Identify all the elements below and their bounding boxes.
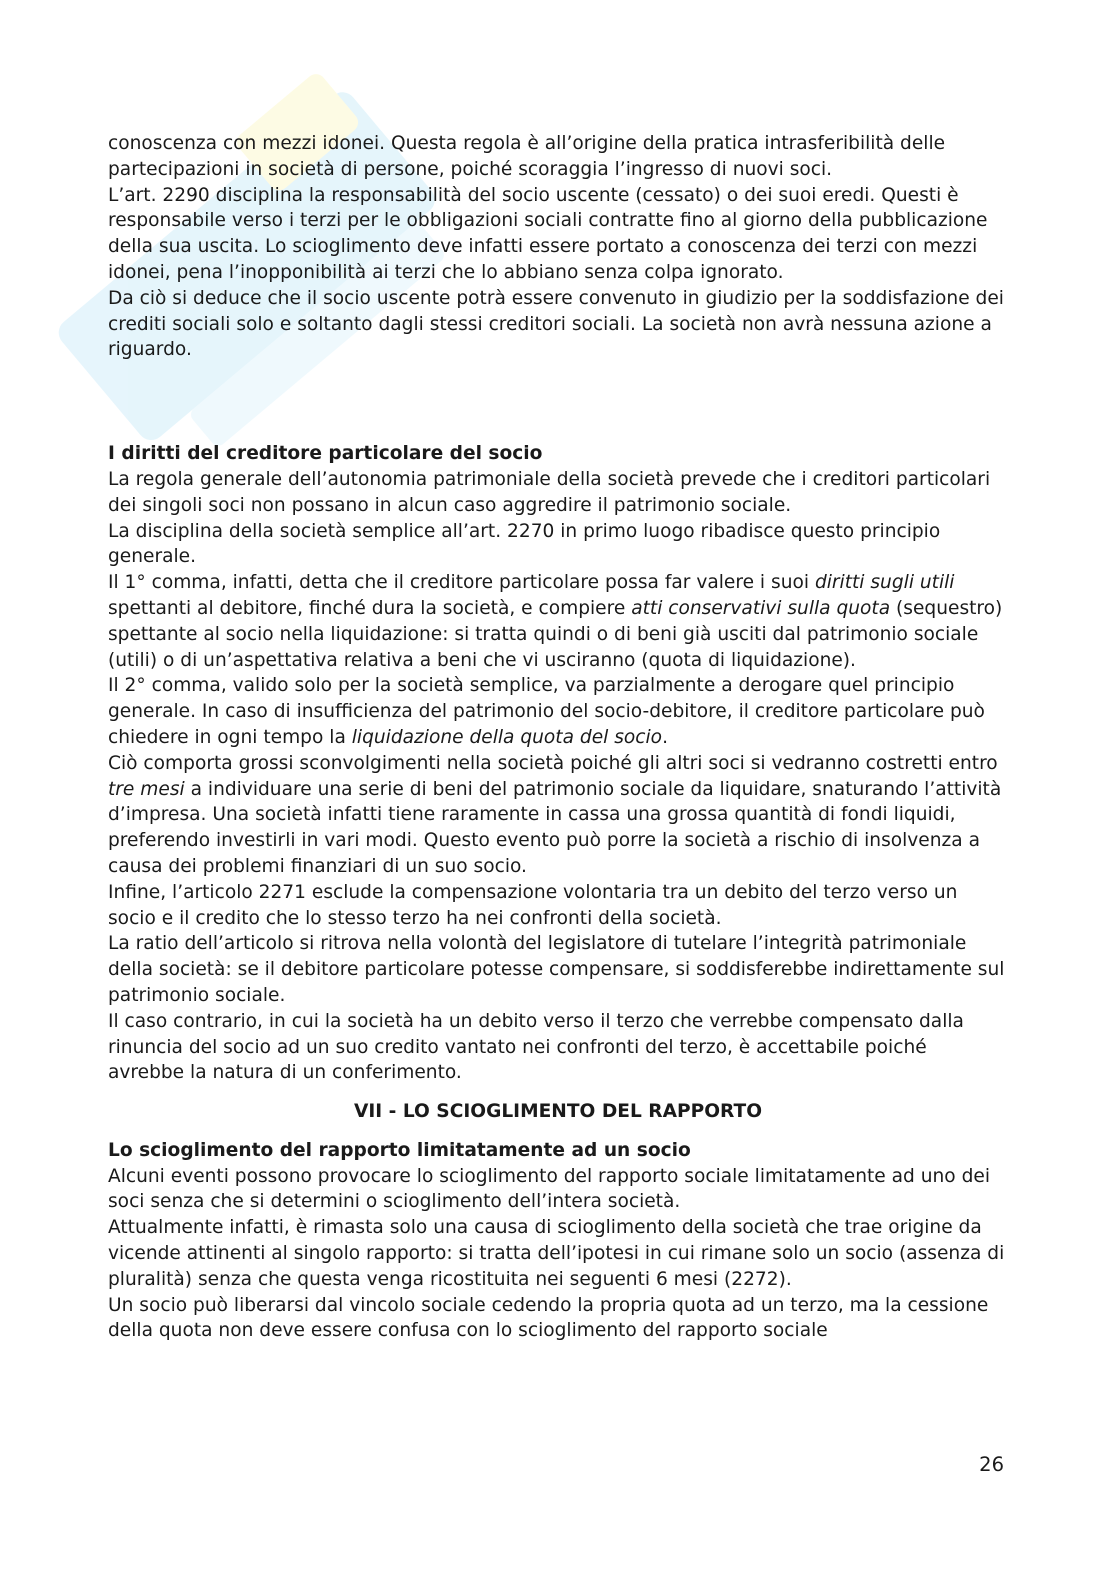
- document-page: [108, 131, 1008, 1344]
- text-run: a individuare una serie di beni del patrimonio sociale da liquidare, snaturando l’attività d’impresa. Una società infatti tiene raramente in cassa una grossa quantità di fondi liquidi, preferendo investirli in vari modi. Questo evento può porre la società a rischio di insolvenza a causa dei problemi finanziari di un suo socio.: [108, 778, 1002, 877]
- page-number: 26: [979, 1453, 1004, 1476]
- paragraph: La regola generale dell’autonomia patrimoniale della società prevede che i creditori particolari dei singoli soci non possano in alcun caso aggredire il patrimonio sociale.: [108, 468, 991, 516]
- paragraph: conoscenza con mezzi idonei. Questa regola è all’origine della pratica intrasferibilità delle partecipazioni in società di persone, poiché scoraggia l’ingresso di nuovi soci.: [108, 133, 946, 180]
- section-heading: Lo scioglimento del rapporto limitatamente ad un socio: [108, 1139, 691, 1161]
- text-run: (sequestro) spettante al socio nella liquidazione: si tratta quindi o di beni già usciti dal patrimonio sociale (utili) o di un’aspettativa relativa a beni che vi usciranno (quota di liquidazione).: [108, 597, 1003, 671]
- paragraph: [108, 751, 1008, 880]
- italic-text: atti conservativi sulla quota: [631, 597, 891, 619]
- paragraph: Da ciò si deduce che il socio uscente potrà essere convenuto in giudizio per la soddisfazione dei crediti sociali solo e soltanto dagli stessi creditori sociali. La società non avrà nessuna azione a riguardo.: [108, 287, 1004, 361]
- paragraph: Alcuni eventi possono provocare lo scioglimento del rapporto sociale limitatamente ad uno dei soci senza che si determini o scioglimento dell’intera società.: [108, 1165, 990, 1213]
- paragraph: Un socio può liberarsi dal vincolo sociale cedendo la propria quota ad un terzo, ma la cessione della quota non deve essere confusa con lo scioglimento del rapporto sociale: [108, 1294, 989, 1342]
- paragraph: L’art. 2290 disciplina la responsabilità del socio uscente (cessato) o dei suoi eredi. Questi è responsabile verso i terzi per le obbligazioni sociali contratte fino al giorno della pubblicazione della sua uscita. Lo scioglimento deve infatti essere portato a conoscenza dei terzi con mezzi idonei, pena l’inopponibilità ai terzi che lo abbiano senza colpa ignorato.: [108, 184, 988, 283]
- text-run: Il 2° comma, valido solo per la società semplice, va parzialmente a derogare quel principio generale. In caso di insufficienza del patrimonio del socio-debitore, il creditore particolare può chiedere in ogni tempo la: [108, 675, 985, 748]
- spacer: [108, 363, 1008, 441]
- paragraph: [108, 570, 1008, 673]
- paragraph: Il caso contrario, in cui la società ha un debito verso il terzo che verrebbe compensato dalla rinuncia del socio ad un suo credito vantato nei confronti del terzo, è accettabile poiché avrebbe la natura di un conferimento.: [108, 1010, 964, 1084]
- chapter-title: VII - LO SCIOGLIMENTO DEL RAPPORTO: [353, 1101, 763, 1123]
- text-run: Il 1° comma, infatti, detta che il creditore particolare possa far valere i suoi: [108, 572, 815, 594]
- paragraph: Attualmente infatti, è rimasta solo una causa di scioglimento della società che trae origine da vicende attinenti al singolo rapporto: si tratta dell’ipotesi in cui rimane solo un socio (assenza di pluralità) senza che questa venga ricostituita nei seguenti 6 mesi (2272).: [108, 1217, 1005, 1290]
- section-heading: I diritti del creditore particolare del socio: [108, 443, 543, 465]
- spacer: [108, 1125, 1008, 1138]
- italic-text: diritti sugli utili: [814, 572, 955, 594]
- paragraph: La ratio dell’articolo si ritrova nella volontà del legislatore di tutelare l’integrità patrimoniale della società: se il debitore particolare potesse compensare, si soddisferebbe indirettamente sul patrimonio sociale.: [108, 933, 1005, 1006]
- paragraph: Infine, l’articolo 2271 esclude la compensazione volontaria tra un debito del terzo verso un socio e il credito che lo stesso terzo ha nei confronti della società.: [108, 881, 958, 929]
- text-run: Ciò comporta grossi sconvolgimenti nella società poiché gli altri soci si vedranno costretti entro: [108, 752, 998, 774]
- spacer: [108, 1086, 1008, 1099]
- italic-text: tre mesi: [108, 778, 185, 800]
- italic-text: liquidazione della quota del socio: [351, 726, 663, 748]
- paragraph: La disciplina della società semplice all’art. 2270 in primo luogo ribadisce questo principio generale.: [108, 520, 941, 568]
- text-run: .: [662, 726, 668, 748]
- text-run: spettanti al debitore, finché dura la società, e compiere: [108, 597, 632, 619]
- paragraph: [108, 673, 1008, 750]
